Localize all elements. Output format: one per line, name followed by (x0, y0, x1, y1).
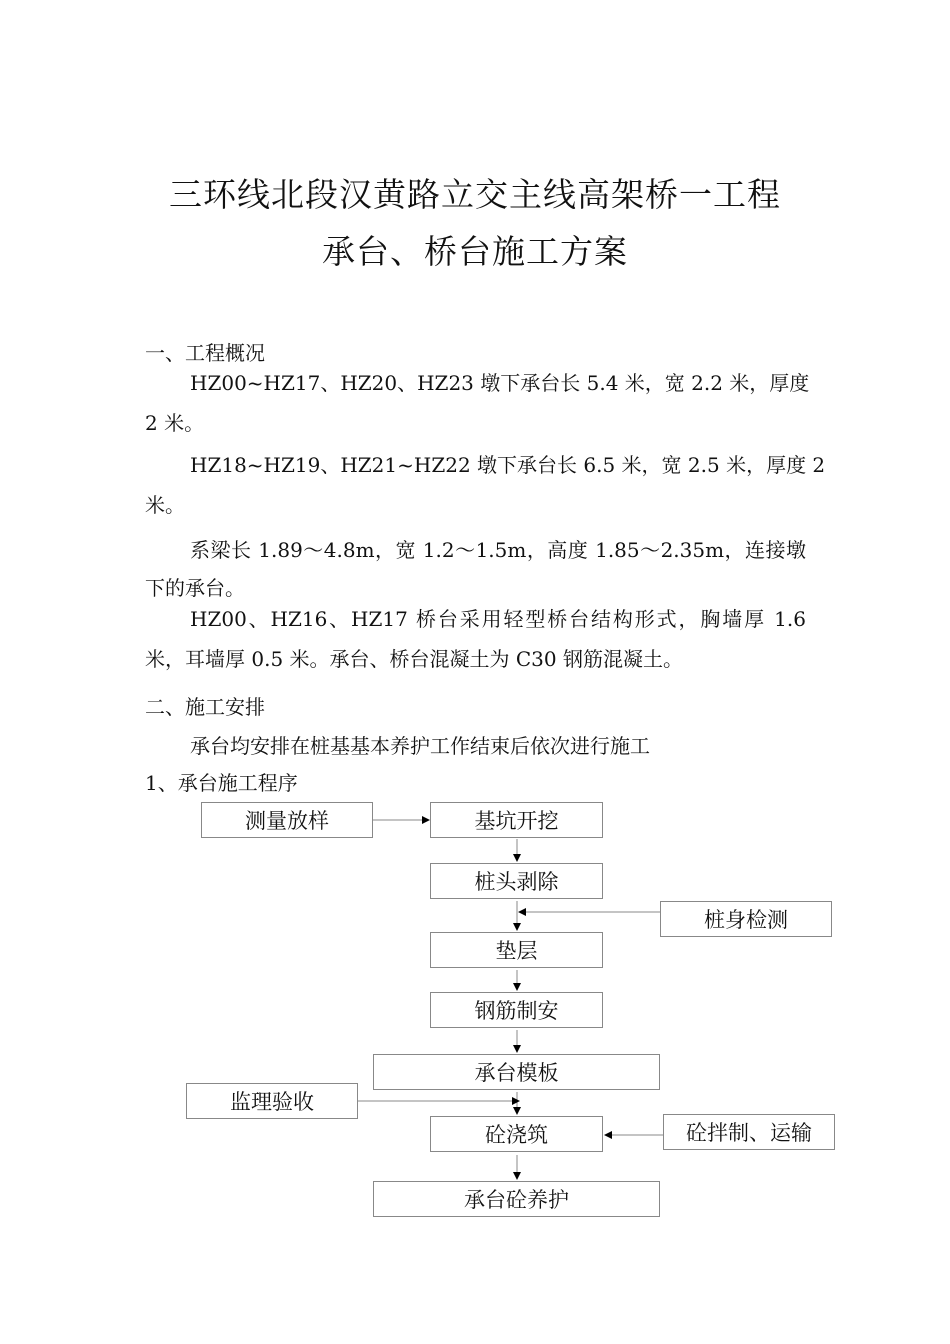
flow-box-cushion: 垫层 (430, 932, 603, 968)
section1-heading: 一、工程概况 (145, 341, 265, 365)
section1-paragraph4-line1: HZ00、HZ16、HZ17 桥台采用轻型桥台结构形式，胸墙厚 1.6 (190, 607, 806, 631)
section2-heading: 二、施工安排 (145, 695, 265, 719)
flow-box-survey: 测量放样 (201, 802, 373, 838)
document-title-line1: 三环线北段汉黄路立交主线高架桥一工程 (169, 175, 781, 214)
flow-box-pouring: 砼浇筑 (430, 1116, 603, 1152)
section1-paragraph2-line1: HZ18~HZ19、HZ21~HZ22 墩下承台长 6.5 米，宽 2.5 米，厚度 2 (190, 453, 826, 477)
section2-subheading1: 1、承台施工程序 (145, 771, 298, 795)
section1-paragraph1-line2: 2 米。 (145, 411, 205, 435)
section1-paragraph2-line2: 米。 (145, 493, 185, 517)
flow-box-curing: 承台砼养护 (373, 1181, 660, 1217)
section1-paragraph3-line2: 下的承台。 (145, 576, 245, 600)
flow-box-rebar: 钢筋制安 (430, 992, 603, 1028)
flow-box-pile-head: 桩头剥除 (430, 863, 603, 899)
flow-box-inspection: 监理验收 (186, 1083, 358, 1119)
flow-box-formwork: 承台模板 (373, 1054, 660, 1090)
section1-paragraph3-line1: 系梁长 1.89～4.8m，宽 1.2～1.5m，高度 1.85～2.35m，连接墩 (190, 538, 806, 562)
section1-paragraph1-line1: HZ00~HZ17、HZ20、HZ23 墩下承台长 5.4 米，宽 2.2 米，厚度 (190, 371, 810, 395)
flow-box-excavation: 基坑开挖 (430, 802, 603, 838)
document-title-line2: 承台、桥台施工方案 (322, 232, 628, 271)
flow-box-mixing: 砼拌制、运输 (663, 1114, 835, 1150)
section2-paragraph1: 承台均安排在桩基基本养护工作结束后依次进行施工 (190, 734, 650, 758)
section1-paragraph4-line2: 米，耳墙厚 0.5 米。承台、桥台混凝土为 C30 钢筋混凝土。 (145, 647, 683, 671)
flow-box-pile-test: 桩身检测 (660, 901, 832, 937)
